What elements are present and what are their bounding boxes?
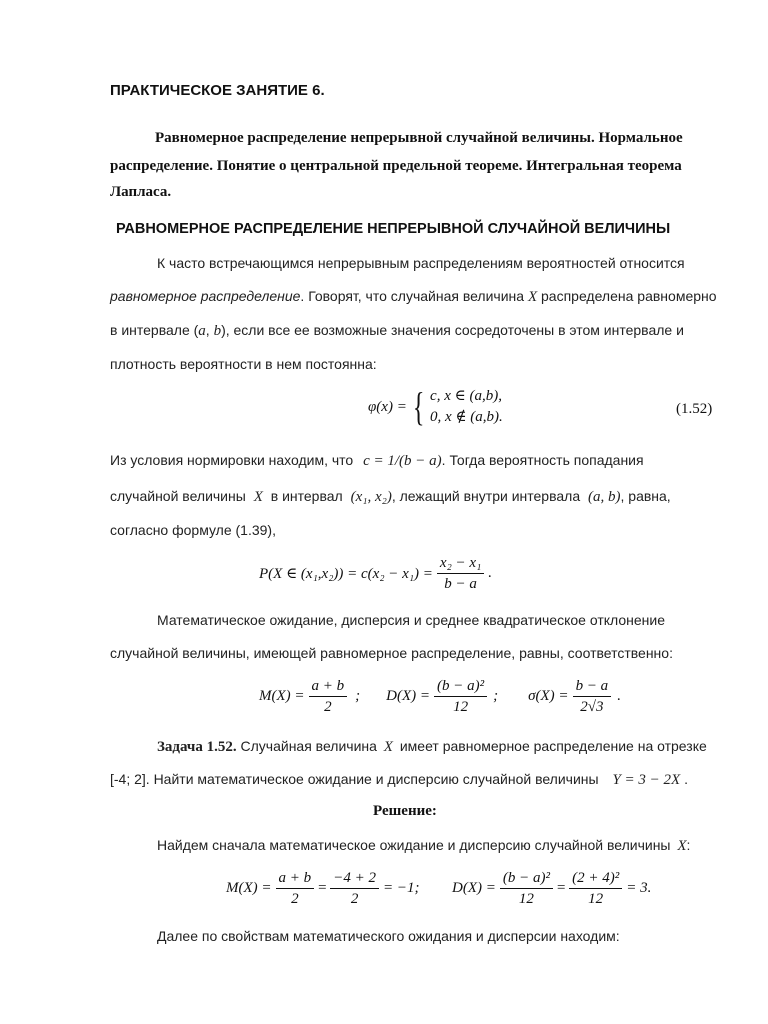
solution-equation-variance: D(X) = $\frac{\text{(b − a)²}}{12}$ = $\frac{\text{(2 + 4)²}}{12}$ = 3. xyxy=(452,870,652,907)
equation-1-52: φ(x) = { c, x ∈ (a,b), 0, x ∉ (a,b). xyxy=(368,384,503,429)
equation-probability: P(X ∈ (x₁,x₂)) = c(x₂ − x₁) = $\frac{\text{x₂ − x₁}}{b - a}$ . xyxy=(259,555,493,592)
paragraph-2-line-3: согласно формуле (1.39), xyxy=(110,522,276,538)
solution-title: Решение: xyxy=(373,803,437,819)
solution-fraction-variance-2: $\frac{\text{(2 + 4)²}}{12}$ xyxy=(569,868,622,909)
task-formula: Y = 3 − 2X xyxy=(612,772,681,788)
fraction-probability: $\frac{\text{x₂ − x₁}}{b - a}$ xyxy=(437,553,484,594)
paragraph-1-line-3: в интервале (a, b), если все ее возможные значения сосредоточены в этом интервале и xyxy=(110,322,684,339)
equation-label-1-52: (1.52) xyxy=(676,401,713,417)
solution-fraction-mean-2: $\frac{-4 + 2}{2}$ xyxy=(330,868,379,909)
fraction-mean: $\frac{a + b}{2}$ xyxy=(309,676,348,717)
solution-fraction-variance-1: $\frac{\text{(b − a)²}}{12}$ xyxy=(500,868,553,909)
fraction-std: $\frac{b - a}{2√3}$ xyxy=(573,676,612,717)
paragraph-1-line-4: плотность вероятности в нем постоянна: xyxy=(110,356,377,372)
task-line-1: Задача 1.52. Случайная величина X имеет равномерное распределение на отрезке xyxy=(157,738,707,755)
topic-line-2: распределение. Понятие о центральной предельной теореме. Интегральная теорема xyxy=(110,158,682,174)
solution-fraction-mean-1: $\frac{a + b}{2}$ xyxy=(276,868,315,909)
topic-line-1: Равномерное распределение непрерывной случайной величины. Нормальное xyxy=(155,130,683,146)
task-line-2: [-4; 2]. Найти математическое ожидание и дисперсию случайной величины Y = 3 − 2X . xyxy=(110,771,688,788)
page-heading: ПРАКТИЧЕСКОЕ ЗАНЯТИЕ 6. xyxy=(110,82,325,99)
solution-line-2: Далее по свойствам математического ожидания и дисперсии находим: xyxy=(157,928,620,944)
fraction-variance: $\frac{\text{(b − a)²}}{12}$ xyxy=(434,676,487,717)
paragraph-3-line-1: Математическое ожидание, дисперсия и среднее квадратическое отклонение xyxy=(157,612,665,628)
solution-line-1: Найдем сначала математическое ожидание и дисперсию случайной величины X: xyxy=(157,837,691,854)
section-title: РАВНОМЕРНОЕ РАСПРЕДЕЛЕНИЕ НЕПРЕРЫВНОЙ СЛУЧАЙНОЙ ВЕЛИЧИНЫ xyxy=(116,221,671,237)
paragraph-1-line-2: равномерное распределение. Говорят, что случайная величина X распределена равномерно xyxy=(110,288,717,305)
solution-equation-mean: M(X) = $\frac{a + b}{2}$ = $\frac{-4 + 2}{2}$ = −1; xyxy=(226,870,420,907)
equation-moments: M(X) = $\frac{a + b}{2}$ ; D(X) = $\frac{\text{(b − a)²}}{12}$ ; σ(X) = $\frac{b - a}{2√3}$ . xyxy=(259,678,621,715)
topic-line-3: Лапласа. xyxy=(110,184,172,200)
case-1: c, x ∈ (a,b), xyxy=(430,388,502,404)
normalization-formula: c = 1/(b − a) xyxy=(363,453,442,469)
paragraph-1-line-1: К часто встречающимся непрерывным распределениям вероятностей относится xyxy=(157,255,685,271)
task-label: Задача 1.52. xyxy=(157,739,237,755)
paragraph-3-line-2: случайной величины, имеющей равномерное распределение, равны, соответственно: xyxy=(110,645,673,661)
paragraph-2-line-2: случайной величины X в интервал (x₁, x₂), лежащий внутри интервала (a, b), равна, xyxy=(110,488,671,505)
paragraph-2-line-1: Из условия нормировки находим, что c = 1/(b − a). Тогда вероятность попадания xyxy=(110,452,644,469)
term-uniform: равномерное распределение xyxy=(110,288,301,304)
case-2: 0, x ∉ (a,b). xyxy=(430,409,503,425)
brace-symbol: { xyxy=(412,384,425,429)
